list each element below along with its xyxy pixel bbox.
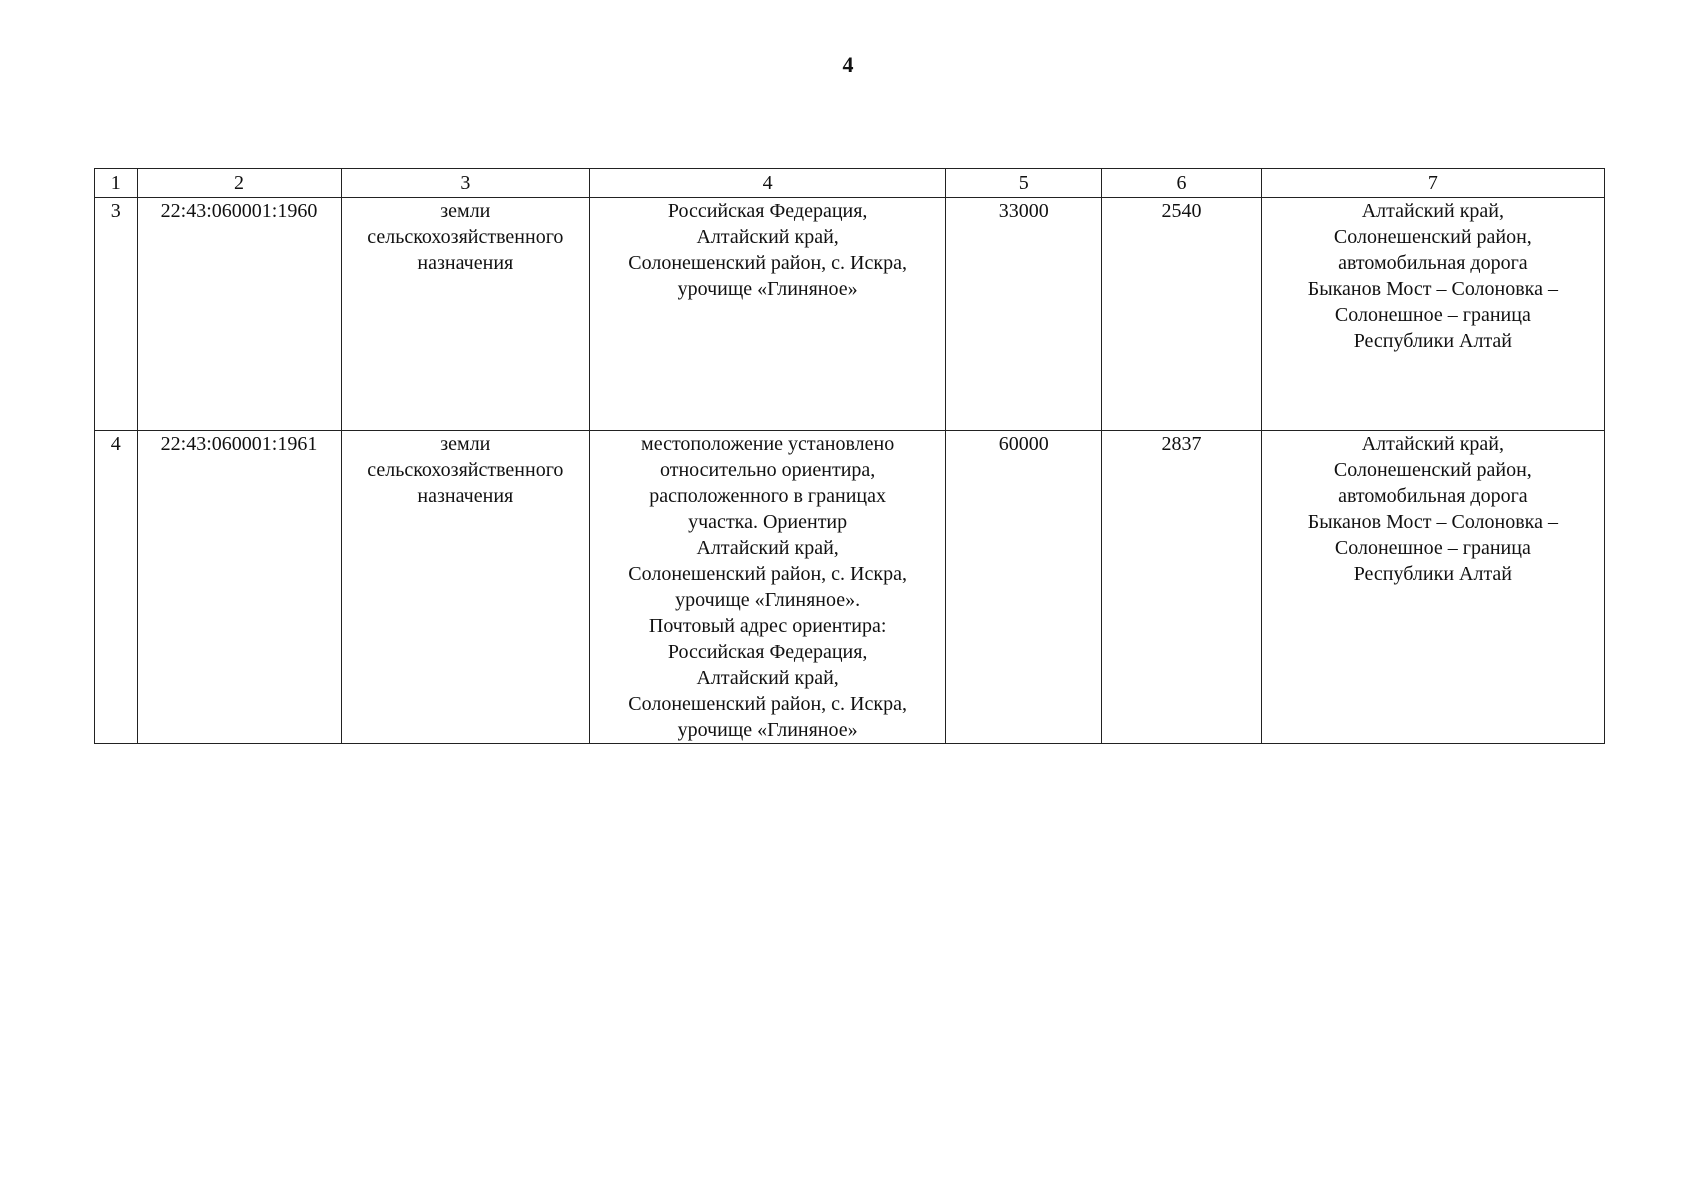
road-line: автомобильная дорога <box>1338 252 1528 274</box>
table-header-row <box>95 169 1605 198</box>
category-line: земли <box>440 200 491 222</box>
address-line: урочище «Глиняное» <box>677 278 858 300</box>
length-cell: 2540 <box>1102 198 1261 431</box>
road-line: Солонешное – граница <box>1334 537 1531 559</box>
address-line: местоположение установлено <box>641 433 895 455</box>
category-line: сельскохозяйственного <box>367 226 564 248</box>
length-cell: 2837 <box>1102 431 1261 744</box>
address-cell <box>590 431 946 744</box>
road-line: Алтайский край, <box>1361 433 1504 455</box>
address-line: Почтовый адрес ориентира: <box>648 615 887 637</box>
address-line: Солонешенский район, с. Искра, <box>628 563 907 585</box>
address-line: участка. Ориентир <box>688 511 848 533</box>
road-line: Алтайский край, <box>1361 200 1504 222</box>
address-line: Алтайский край, <box>696 537 839 559</box>
road-cell <box>1261 431 1604 744</box>
header-cell: 3 <box>341 169 590 198</box>
address-line: Российская Федерация, <box>667 200 868 222</box>
land-plots-table <box>94 168 1605 744</box>
cadastral-number-cell: 22:43:060001:1961 <box>137 431 341 744</box>
category-line: назначения <box>417 485 514 507</box>
road-line: Солонешенский район, <box>1333 459 1532 481</box>
land-category-cell <box>341 431 590 744</box>
category-line: назначения <box>417 252 514 274</box>
address-cell <box>590 198 946 431</box>
row-number-cell: 4 <box>95 431 138 744</box>
road-line: Быканов Мост – Солоновка – <box>1307 278 1558 300</box>
area-cell: 33000 <box>946 198 1102 431</box>
header-cell: 6 <box>1102 169 1261 198</box>
address-line: Солонешенский район, с. Искра, <box>628 252 907 274</box>
cadastral-number-cell: 22:43:060001:1960 <box>137 198 341 431</box>
road-line: Республики Алтай <box>1353 563 1513 585</box>
road-line: Быканов Мост – Солоновка – <box>1307 511 1558 533</box>
road-line: Солонешное – граница <box>1334 304 1531 326</box>
address-line: урочище «Глиняное» <box>677 719 858 741</box>
header-cell: 2 <box>137 169 341 198</box>
road-cell <box>1261 198 1604 431</box>
header-cell: 7 <box>1261 169 1604 198</box>
header-cell: 5 <box>946 169 1102 198</box>
address-line: расположенного в границах <box>649 485 886 507</box>
page-number: 4 <box>842 52 854 77</box>
address-line: урочище «Глиняное». <box>675 589 861 611</box>
address-line: относительно ориентира, <box>659 459 876 481</box>
header-cell: 1 <box>95 169 138 198</box>
area-cell: 60000 <box>946 431 1102 744</box>
land-category-cell <box>341 198 590 431</box>
address-line: Солонешенский район, с. Искра, <box>628 693 907 715</box>
road-line: автомобильная дорога <box>1338 485 1528 507</box>
address-line: Алтайский край, <box>696 667 839 689</box>
road-line: Солонешенский район, <box>1333 226 1532 248</box>
address-line: Российская Федерация, <box>667 641 868 663</box>
header-cell: 4 <box>590 169 946 198</box>
table-row <box>95 431 1605 744</box>
category-line: земли <box>440 433 491 455</box>
address-line: Алтайский край, <box>696 226 839 248</box>
row-number-cell: 3 <box>95 198 138 431</box>
category-line: сельскохозяйственного <box>367 459 564 481</box>
table-row <box>95 198 1605 431</box>
road-line: Республики Алтай <box>1353 330 1513 352</box>
